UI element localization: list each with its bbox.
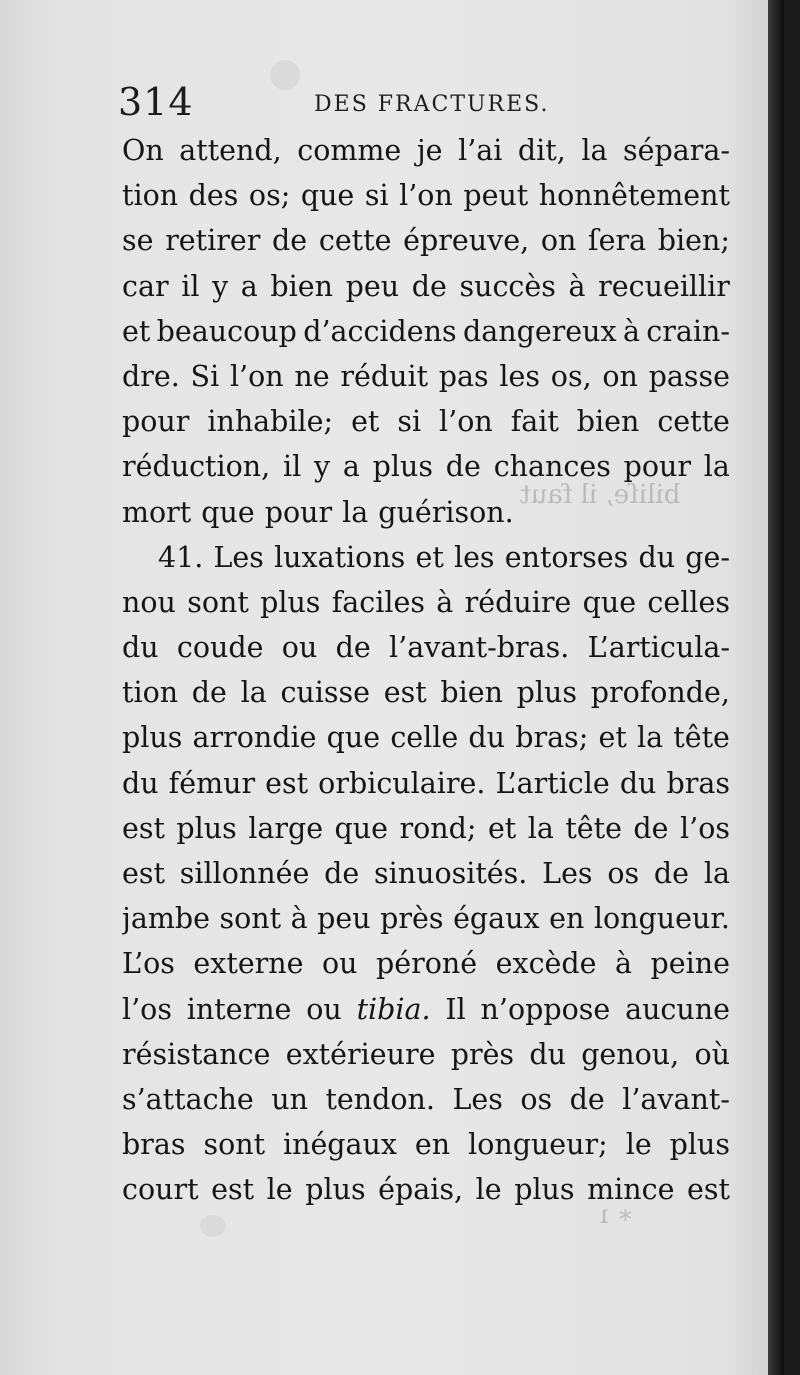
- word: sillonnée: [179, 857, 310, 890]
- word: du: [122, 766, 159, 800]
- word: ou: [322, 947, 358, 981]
- word: de: [272, 224, 308, 258]
- word: coude: [176, 631, 264, 665]
- text-line: [122, 309, 730, 354]
- word: du: [122, 631, 159, 665]
- word: os: [520, 1082, 553, 1116]
- word: si: [364, 179, 389, 213]
- word: chances: [493, 450, 611, 484]
- word: mort: [122, 495, 192, 529]
- word: fémur: [168, 766, 256, 800]
- word: dangereux: [462, 314, 617, 348]
- word: attend,: [179, 134, 282, 167]
- word: crain-: [646, 314, 730, 348]
- word: excède: [495, 947, 597, 981]
- text-line: [122, 535, 730, 580]
- word: de: [411, 269, 447, 303]
- word: du: [468, 721, 506, 755]
- word: et: [122, 314, 151, 348]
- word: nou: [122, 585, 176, 619]
- word: je: [416, 134, 443, 167]
- text-line: [122, 399, 730, 444]
- word: large: [248, 811, 324, 845]
- word: bras: [122, 1128, 186, 1162]
- word: où: [694, 1037, 730, 1071]
- page-number: 314: [118, 80, 194, 124]
- word: externe: [193, 947, 304, 981]
- word: bras;: [515, 721, 589, 755]
- word: Les: [542, 857, 593, 890]
- word: Il: [445, 992, 466, 1026]
- word: Les: [213, 540, 264, 574]
- word: de: [191, 676, 227, 710]
- word: résistance: [122, 1037, 271, 1071]
- word: que: [201, 495, 255, 529]
- word: sont: [203, 1128, 266, 1162]
- word: se: [122, 224, 154, 258]
- word: il: [181, 269, 200, 303]
- word: luxations: [274, 540, 406, 574]
- word: à: [622, 314, 640, 348]
- word: pas: [438, 359, 489, 393]
- word: cette: [318, 224, 392, 258]
- text-line: [122, 1032, 730, 1077]
- word: est: [122, 857, 165, 890]
- text-line: [122, 490, 730, 535]
- word: la: [342, 495, 369, 529]
- word: est: [211, 1173, 255, 1207]
- word: le: [266, 1173, 293, 1207]
- word: l’os: [122, 992, 172, 1026]
- word: ou: [306, 992, 342, 1026]
- word: longueur;: [468, 1128, 608, 1162]
- word: à: [568, 269, 586, 303]
- text-line: [122, 444, 730, 489]
- text-line: [122, 896, 730, 941]
- word: profonde,: [590, 676, 730, 710]
- word: a: [240, 269, 258, 303]
- paper-stain: [200, 1215, 226, 1237]
- word: L’articula-: [587, 631, 730, 665]
- word: fait: [510, 405, 559, 439]
- word: plus: [372, 450, 434, 484]
- word: du: [619, 766, 657, 800]
- word: des: [188, 179, 239, 213]
- word: n’oppose: [480, 992, 611, 1026]
- word: bien: [440, 676, 503, 710]
- body-text: [122, 128, 730, 1213]
- text-line: [122, 670, 730, 715]
- running-head: [118, 80, 738, 124]
- word: os,: [550, 359, 592, 393]
- text-line: [122, 806, 730, 851]
- text-line: [122, 987, 730, 1032]
- word: est: [122, 811, 165, 845]
- word: plus: [516, 676, 577, 710]
- word: os: [607, 857, 640, 890]
- word: plus: [514, 1173, 575, 1207]
- word: ou: [281, 631, 318, 665]
- word: peu: [317, 902, 371, 936]
- text-line: [122, 851, 730, 896]
- text-line: [122, 580, 730, 625]
- word: plus: [176, 811, 237, 845]
- word: l’ai: [458, 134, 503, 167]
- word: tête: [673, 721, 730, 755]
- word: l’on: [399, 179, 453, 213]
- word: tendon.: [325, 1082, 435, 1116]
- word: la: [703, 450, 730, 484]
- word: il: [282, 450, 302, 484]
- text-line: [122, 354, 730, 399]
- word: L’article: [495, 766, 610, 800]
- word: si: [397, 405, 422, 439]
- word: a: [342, 450, 360, 484]
- text-line: [122, 761, 730, 806]
- word: de: [445, 450, 481, 484]
- word: la: [527, 811, 554, 845]
- word: celles: [647, 585, 730, 619]
- word: l’avant-: [622, 1082, 730, 1116]
- word: de: [633, 811, 669, 845]
- word: ſera: [588, 224, 647, 258]
- word: peut: [463, 179, 529, 213]
- word: dit,: [517, 134, 566, 167]
- text-line: [122, 715, 730, 760]
- word: à: [290, 902, 308, 936]
- word: tion: [122, 676, 179, 710]
- word: beaucoup: [156, 314, 297, 348]
- bleed-through-text: biliſe, il faut: [520, 480, 681, 510]
- word: plus: [260, 585, 321, 619]
- word: tion: [122, 179, 179, 213]
- word: y: [314, 450, 331, 484]
- word: que: [582, 585, 637, 619]
- word: inhabile;: [207, 405, 334, 439]
- word: sépara-: [623, 134, 730, 167]
- word: ne: [294, 359, 330, 393]
- word: près: [450, 1037, 515, 1071]
- word: arrondie: [192, 721, 317, 755]
- word: faciles: [331, 585, 425, 619]
- word: en: [549, 902, 585, 936]
- word: plus: [122, 721, 183, 755]
- word: que: [326, 721, 381, 755]
- word: sinuosités.: [374, 857, 528, 890]
- text-line: [122, 1167, 730, 1212]
- word: extérieure: [285, 1037, 436, 1071]
- word: plus: [669, 1128, 730, 1162]
- word: est: [383, 676, 427, 710]
- word: réduit: [340, 359, 429, 393]
- word: du: [529, 1037, 566, 1071]
- word: os;: [248, 179, 291, 213]
- word: en: [414, 1128, 451, 1162]
- word: court: [122, 1173, 199, 1207]
- word: réduire: [464, 585, 572, 619]
- word: un: [271, 1082, 308, 1116]
- word: la: [240, 676, 267, 710]
- word: ge-: [685, 540, 730, 574]
- word: guérison.: [378, 495, 514, 529]
- word: bien: [576, 405, 640, 439]
- word: pour: [264, 495, 333, 529]
- word: du: [638, 540, 676, 574]
- word: bien;: [657, 224, 730, 258]
- word: retirer: [165, 224, 261, 258]
- word: de: [653, 857, 690, 890]
- word: s’attache: [122, 1082, 254, 1116]
- word: à: [436, 585, 454, 619]
- word: de: [569, 1082, 605, 1116]
- word: passe: [648, 359, 730, 393]
- word: près: [380, 902, 444, 936]
- word: péroné: [376, 947, 478, 981]
- word: de: [335, 631, 371, 665]
- word: les: [453, 540, 495, 574]
- word: l’os: [680, 811, 730, 845]
- word: le: [475, 1173, 502, 1207]
- word: que: [300, 179, 355, 213]
- word: cuisse: [280, 676, 370, 710]
- word: y: [212, 269, 229, 303]
- word: celle: [390, 721, 459, 755]
- word: est: [265, 766, 309, 800]
- word: et: [598, 721, 627, 755]
- word: rond;: [399, 811, 477, 845]
- word: à: [615, 947, 632, 981]
- page-edge: [768, 0, 784, 1375]
- text-line: [122, 1122, 730, 1167]
- word: orbiculaire.: [318, 766, 486, 800]
- word: la: [636, 721, 664, 755]
- word: que: [334, 811, 389, 845]
- word: épreuve,: [403, 224, 530, 258]
- word: la: [703, 857, 730, 890]
- word: l’avant-bras.: [389, 631, 570, 665]
- word: aucune: [625, 992, 730, 1026]
- word: Les: [452, 1082, 503, 1116]
- word: les: [499, 359, 541, 393]
- word: d’accidens: [303, 314, 457, 348]
- word: comme: [297, 134, 402, 167]
- text-line: [122, 218, 730, 263]
- word: et: [487, 811, 517, 845]
- word: tibia.: [356, 992, 431, 1026]
- word: dre.: [122, 359, 180, 393]
- word: inégaux: [282, 1128, 397, 1162]
- word: on: [540, 224, 577, 258]
- word: est: [687, 1173, 730, 1207]
- word: plus: [305, 1173, 366, 1207]
- word: Si: [190, 359, 220, 393]
- word: l’on: [229, 359, 284, 393]
- word: pour: [623, 450, 691, 484]
- text-line: [122, 1077, 730, 1122]
- word: pour: [122, 405, 190, 439]
- word: le: [625, 1128, 652, 1162]
- paragraph-number: 41.: [158, 540, 204, 574]
- word: jambe: [122, 902, 210, 936]
- word: honnêtement: [538, 179, 730, 213]
- word: recueillir: [598, 269, 730, 303]
- word: on: [602, 359, 638, 393]
- word: épais,: [378, 1173, 464, 1207]
- text-line: [122, 625, 730, 670]
- word: interne: [186, 992, 292, 1026]
- text-line: [122, 128, 730, 173]
- word: car: [122, 269, 169, 303]
- page-header: DES FRACTURES.: [314, 92, 550, 117]
- word: On: [122, 134, 164, 167]
- word: longueur.: [593, 902, 730, 936]
- word: peu: [345, 269, 400, 303]
- word: peine: [650, 947, 730, 981]
- word: égaux: [453, 902, 540, 936]
- word: et: [415, 540, 444, 574]
- word: mince: [587, 1173, 675, 1207]
- word: réduction,: [122, 450, 271, 484]
- word: L’os: [122, 947, 175, 981]
- text-line: [122, 173, 730, 218]
- word: entorses: [504, 540, 629, 574]
- word: tête: [565, 811, 622, 845]
- text-line: [122, 264, 730, 309]
- text-line: [122, 941, 730, 986]
- word: sont: [187, 585, 249, 619]
- word: et: [351, 405, 380, 439]
- word: sont: [219, 902, 282, 936]
- word: bien: [270, 269, 334, 303]
- word: bras: [666, 766, 730, 800]
- word: cette: [657, 405, 730, 439]
- word: succès: [459, 269, 556, 303]
- word: la: [581, 134, 608, 167]
- word: genou,: [581, 1037, 680, 1071]
- word: l’on: [439, 405, 493, 439]
- bleed-through-text: ∗ ı: [600, 1200, 635, 1230]
- word: de: [324, 857, 360, 890]
